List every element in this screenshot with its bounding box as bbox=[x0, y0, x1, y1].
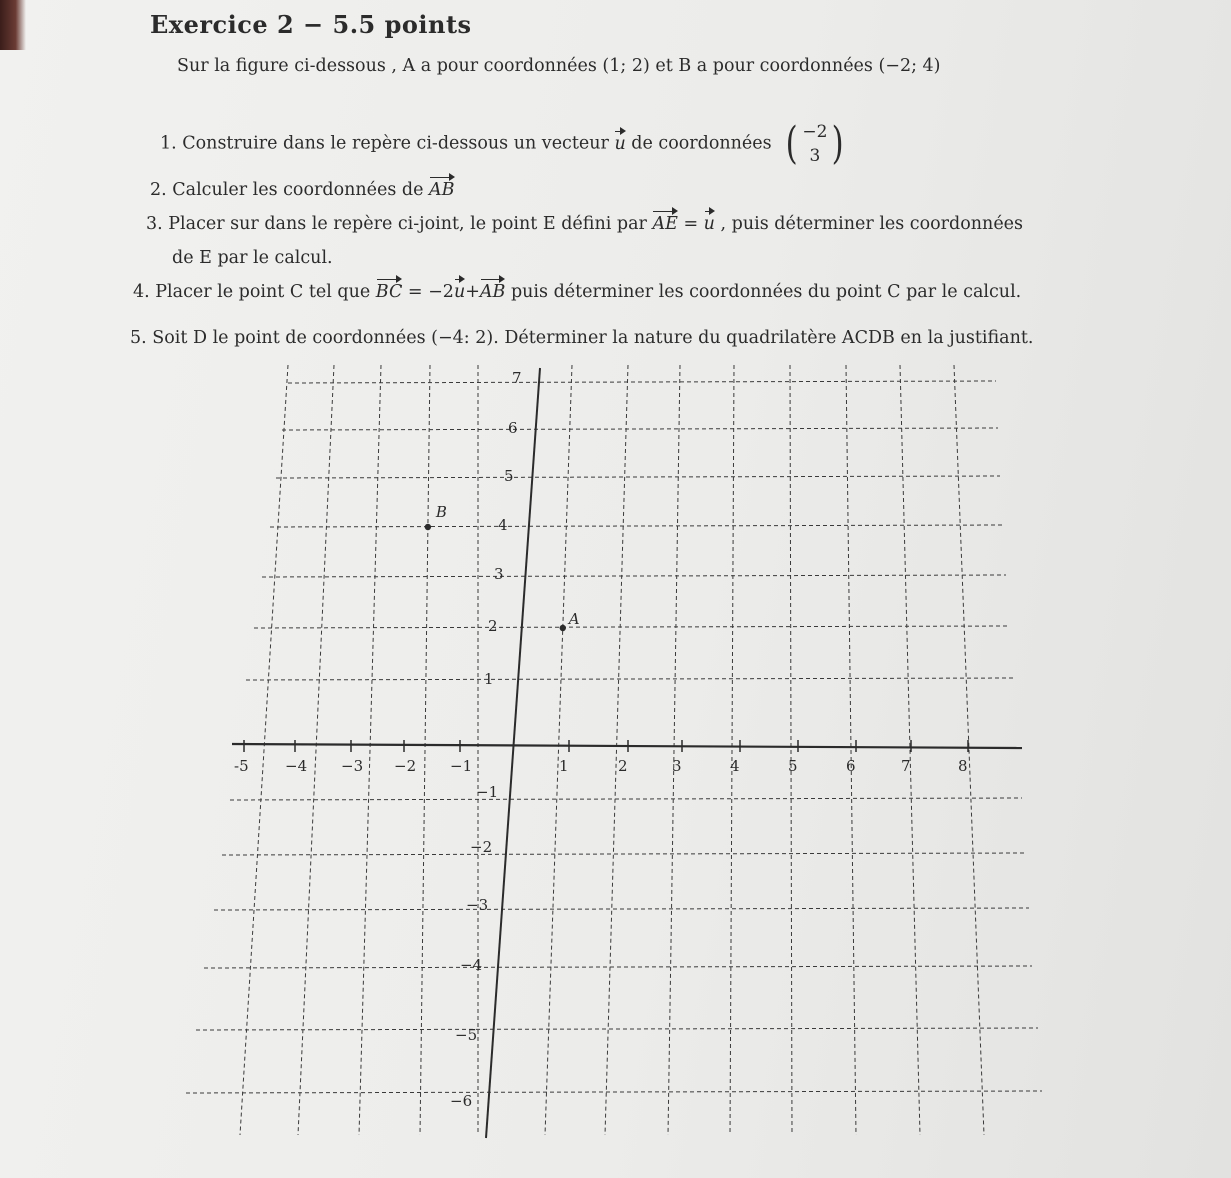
grid-line-horizontal bbox=[288, 381, 996, 383]
question-5: 5. Soit D le point de coordonnées (−4: 2). Déterminer la nature du quadrilatère ACDB en la justifiant. bbox=[130, 328, 1034, 348]
question-2-text: 2. Calculer les coordonnées de bbox=[150, 180, 430, 200]
y-tick-label: 5 bbox=[504, 467, 514, 485]
question-1-after: de coordonnées bbox=[625, 133, 772, 154]
vector-u-y: 3 bbox=[809, 146, 821, 166]
grid-line-horizontal bbox=[222, 853, 1025, 855]
question-4-after: puis déterminer les coordonnées du point C par le calcul. bbox=[505, 282, 1022, 302]
y-tick-label: 3 bbox=[494, 565, 504, 583]
grid-line-horizontal bbox=[270, 525, 1003, 527]
grid-line-vertical bbox=[545, 365, 572, 1135]
question-3-eq: = bbox=[677, 214, 704, 234]
question-3-text: 3. Placer sur dans le repère ci-joint, le point E défini par bbox=[146, 214, 653, 234]
exercise-intro: Sur la figure ci-dessous , A a pour coordonnées (1; 2) et B a pour coordonnées (−2; 4) bbox=[177, 56, 941, 76]
vector-bc: BC bbox=[375, 282, 403, 302]
y-tick-label: 1 bbox=[484, 670, 494, 688]
grid-line-horizontal bbox=[204, 966, 1032, 968]
grid-line-vertical bbox=[668, 365, 680, 1135]
grid-line-vertical bbox=[298, 365, 334, 1135]
question-1-text: 1. Construire dans le repère ci-dessous un vecteur bbox=[160, 133, 615, 154]
exercise-title: Exercice 2 − 5.5 points bbox=[150, 10, 472, 39]
x-tick-label: -5 bbox=[234, 757, 249, 775]
grid-line-vertical bbox=[730, 365, 734, 1135]
x-tick-label: 4 bbox=[730, 757, 740, 775]
grid-line-horizontal bbox=[196, 1028, 1038, 1030]
y-tick-label: −1 bbox=[476, 783, 499, 801]
grid-line-horizontal bbox=[186, 1091, 1042, 1093]
grid-line-horizontal bbox=[282, 428, 998, 430]
vector-ae: AE bbox=[652, 214, 678, 234]
grid-line-horizontal bbox=[254, 626, 1010, 628]
y-tick-label: 6 bbox=[508, 419, 518, 437]
vector-ab: AB bbox=[429, 180, 455, 200]
grid-line-vertical bbox=[605, 365, 628, 1135]
grid-line-vertical bbox=[420, 365, 430, 1135]
question-4-eq: = −2 bbox=[402, 282, 454, 302]
question-3-line-2: de E par le calcul. bbox=[172, 248, 333, 268]
y-tick-label: 2 bbox=[488, 617, 498, 635]
grid-line-vertical bbox=[790, 365, 792, 1135]
grid-line-vertical bbox=[240, 365, 288, 1135]
grid-line-horizontal bbox=[214, 908, 1029, 910]
vector-u-q3: u bbox=[703, 214, 715, 234]
x-tick-label: 8 bbox=[958, 757, 968, 775]
question-4-text: 4. Placer le point C tel que bbox=[133, 282, 376, 302]
point-a bbox=[560, 625, 566, 631]
x-tick-label: −4 bbox=[285, 757, 308, 775]
question-3-after: , puis déterminer les coordonnées bbox=[714, 214, 1024, 234]
vector-ab-q4: AB bbox=[479, 282, 506, 302]
point-label-b: B bbox=[435, 503, 447, 521]
point-b bbox=[425, 524, 431, 530]
y-tick-label: −3 bbox=[466, 896, 489, 914]
vector-u-coordinates: ( −2 3 ) bbox=[785, 118, 845, 169]
point-label-a: A bbox=[568, 610, 580, 628]
x-tick-label: 7 bbox=[901, 757, 911, 775]
grid-line-vertical bbox=[359, 365, 381, 1135]
grid-lines bbox=[186, 365, 1042, 1135]
x-tick-label: −3 bbox=[341, 757, 364, 775]
y-tick-label: −5 bbox=[455, 1026, 478, 1044]
y-tick-label: −2 bbox=[470, 838, 493, 856]
y-tick-label: −6 bbox=[450, 1092, 473, 1110]
grid-line-horizontal bbox=[262, 575, 1006, 577]
y-tick-label: 4 bbox=[498, 516, 508, 534]
vector-u-q4: u bbox=[453, 282, 466, 302]
x-tick-label: −2 bbox=[394, 757, 417, 775]
x-tick-label: 3 bbox=[672, 757, 682, 775]
y-tick-label: −4 bbox=[460, 956, 483, 974]
x-tick-label: 2 bbox=[618, 757, 628, 775]
vector-u-x: −2 bbox=[802, 122, 828, 142]
grid-line-horizontal bbox=[246, 678, 1015, 680]
x-tick-label: 1 bbox=[559, 757, 569, 775]
x-tick-label: 6 bbox=[846, 757, 856, 775]
grid-line-vertical bbox=[900, 365, 920, 1135]
y-tick-label: 7 bbox=[512, 369, 522, 387]
grid-line-vertical bbox=[954, 365, 984, 1135]
grid-line-horizontal bbox=[276, 476, 1000, 478]
x-tick-label: 5 bbox=[788, 757, 798, 775]
vector-u: u bbox=[614, 133, 626, 154]
x-tick-label: −1 bbox=[450, 757, 473, 775]
axes bbox=[232, 368, 1022, 1138]
grid-line-vertical bbox=[846, 365, 856, 1135]
grid-line-horizontal bbox=[230, 798, 1022, 800]
tick-labels bbox=[234, 369, 968, 1110]
question-4-plus: + bbox=[465, 282, 480, 302]
